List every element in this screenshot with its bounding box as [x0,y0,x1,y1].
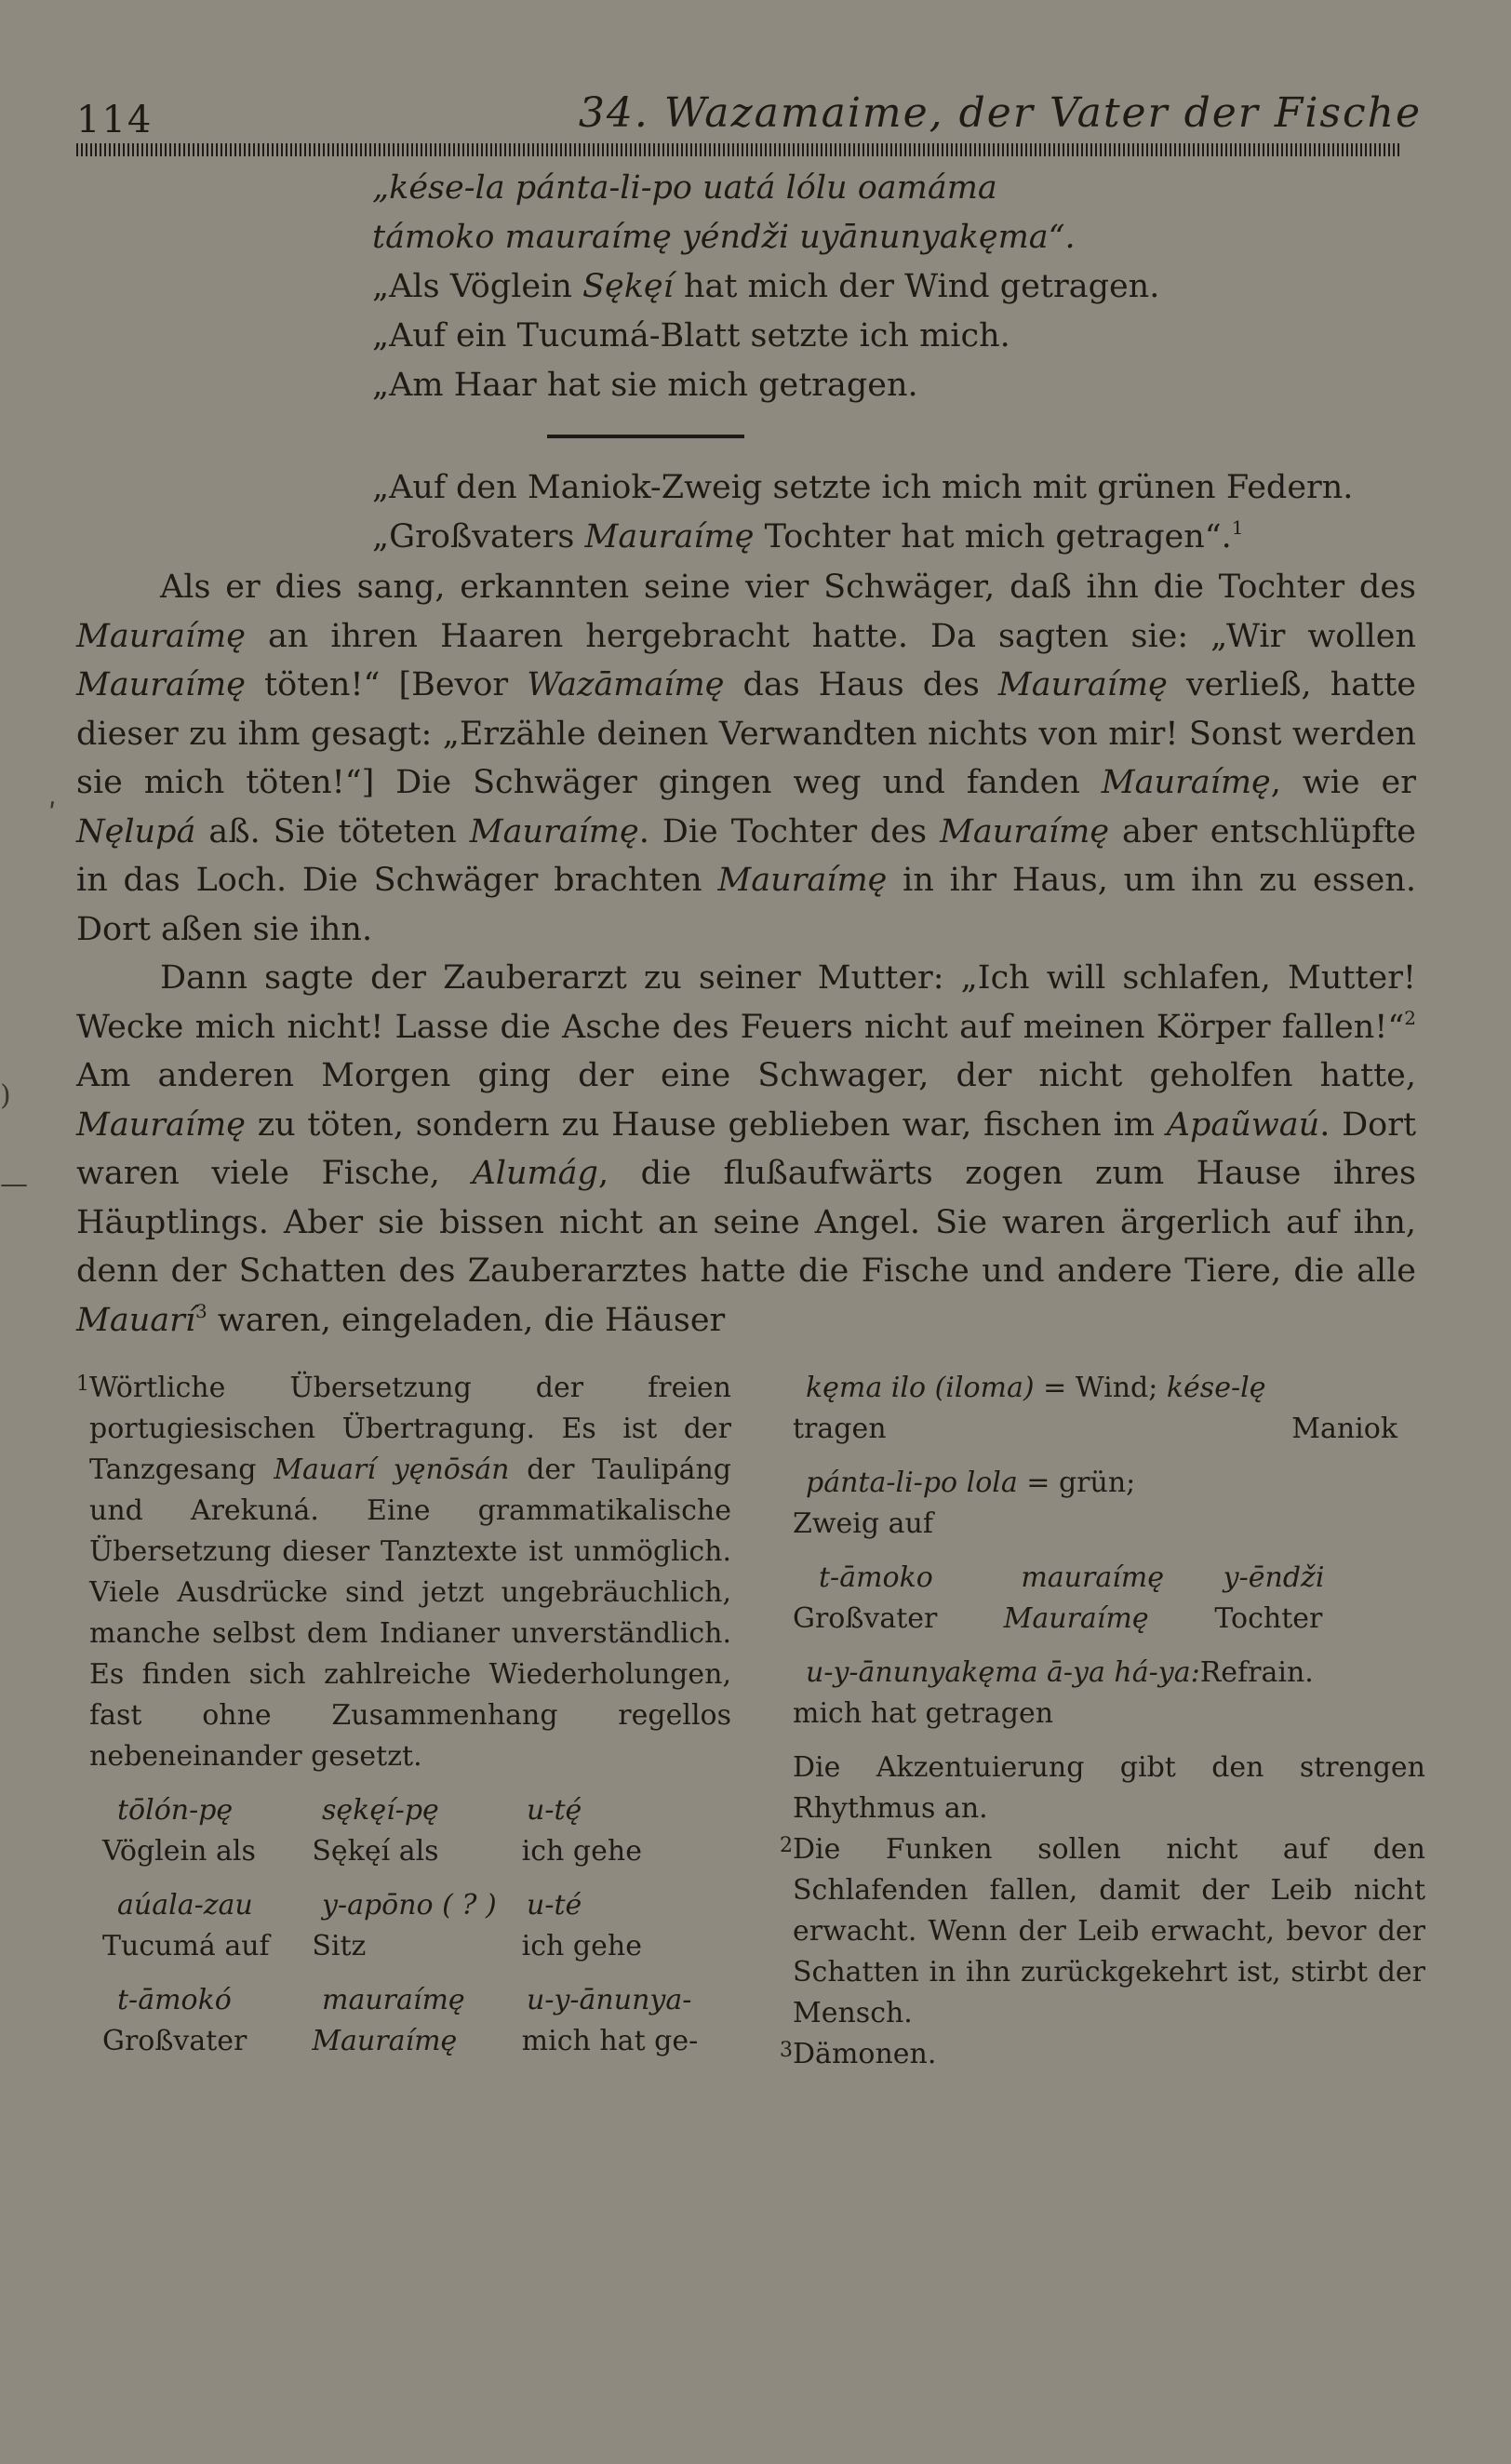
footnote-3 [780,2034,1425,2075]
song-name: Sękęí [582,268,674,305]
footnote-ref: 1 [1231,516,1244,539]
song-line: „kése-la pánta-li-po uatá lólu oamáma [372,169,997,207]
footnote-2 [780,1829,1425,2034]
footnote-number: 3 [780,2039,793,2062]
running-title: 34. Wazamaime, der Vater der Fische [578,89,1422,137]
paragraph: Dann sagte der Zauberarzt zu seiner Mutter: „Ich will schlafen, Mutter! Wecke mich nicht! Lasse die Asche des Feuers nicht auf meinen Körper fallen!“$^2$ Am anderen Morgen ging der eine Schwager, der nicht geholfen hatte, Mauraímę zu töten, sondern zu Hause geblieben war, fischen im Apaũwaú. Dort waren viele Fische, Alumág, die flußaufwärts zogen zum Hause ihres Häuptlings. Aber sie bissen nicht an seine Angel. Sie waren ärgerlich auf ihn, denn der Schatten des Zauberarztes hatte die Fische und andere Tiere, die alle Mauarí$^3$ waren, eingeladen, die Häuser [76,959,1417,1339]
footnotes-left-column [76,1368,731,2062]
footnote-1 [76,1368,731,1777]
footnote-text: Wörtliche Übersetzung der freien portugiesischen Übertragung. Es ist der Tanzgesang Mauarí yęnōsán der Taulipáng und Arekuná. Eine grammatikalische Übersetzung dieser Tanztexte ist unmöglich. Viele Ausdrücke sind jetzt ungebräuchlich, manche selbst dem Indianer unverständlich. Es finden sich zahlreiche Wiederholungen, fast ohne Zusammenhang regellos nebeneinander gesetzt. [89,1372,731,1773]
song-line [372,262,1424,312]
margin-mark: — [0,1168,28,1200]
gloss-original: t-āmoko mauraímę y-ēndži [819,1561,1325,1594]
paragraph: Als er dies sang, erkannten seine vier Schwäger, daß ihn die Tochter des Mauraímę an ihren Haaren hergebracht hatte. Da sagten sie: „Wir wollen Mauraímę töten!“ [Bevor Wazāmaímę das Haus des Mauraímę verließ, hatte dieser zu ihm gesagt: „Erzähle deinen Verwandten nichts von mir! Sonst werden sie mich töten!“] Die Schwäger gingen weg und fanden Mauraímę, wie er Nęlupá aß. Sie töteten Mauraímę. Die Tochter des Mauraímę aber entschlüpfte in das Loch. Die Schwäger brachten Mauraímę in ihr Haus, um ihn zu essen. Dort aßen sie ihn. [76,569,1417,948]
page-number: 114 [76,99,154,141]
section-divider [547,435,744,438]
gloss-translation: Großvater Mauraímę Tochter [793,1602,1323,1635]
song-line: „Am Haar hat sie mich getragen. [372,367,918,404]
footnote-ref: 2 [1404,1006,1416,1029]
song-line: „Auf ein Tucumá-Blatt setzte ich mich. [372,317,1010,355]
footnote-text: Dämonen. [793,2038,937,2070]
song-name: Mauraímę [584,518,755,556]
gloss-original: pánta-li-po lola = grün; [806,1466,1136,1499]
gloss-original: t-āmokó mauraímę u-y-ānunya- [117,1984,692,2016]
song-text-part: hat mich der Wind getragen. [673,268,1160,305]
footnote-text: Die Funken sollen nicht auf den Schlafenden fallen, damit der Leib nicht erwacht. Wenn der Leib erwacht, bevor der Schatten in ihn zurückgekehrt ist, stirbt der Mensch. [793,1833,1425,2029]
song-line [372,513,1424,562]
song-line: támoko mauraímę yéndži uyānunyakęma“. [372,219,1076,256]
margin-mark: ) [0,1079,11,1112]
gloss-original: aúala-zau y-apōno ( ? ) u-té [117,1889,582,1922]
footnote-text: Die Akzentuierung gibt den strengen Rhythmus an. [793,1751,1425,1825]
gloss-translation: Tucumá auf Sitz ich gehe [102,1930,642,1962]
gloss-translation: tragen Maniok [793,1413,1397,1445]
footnote-ref: 3 [195,1299,207,1322]
gloss-translation: Vöglein als Sękęí als ich gehe [102,1835,642,1868]
main-text [76,563,1416,1345]
gloss-translation: Zweig auf [793,1507,933,1540]
gloss-original: kęma ilo (iloma) = Wind; kése-lę [806,1372,1266,1404]
footnote-number: 2 [780,1834,793,1857]
song-text [372,164,1424,410]
margin-mark: ʹ [48,798,57,831]
gloss-original: u-y-ānunyakęma ā-ya há-ya:Refrain. [806,1656,1314,1689]
footnotes-right-column [780,1368,1425,2075]
song-text-part: „Großvaters [372,518,585,556]
gloss-translation: mich hat getragen [793,1697,1054,1730]
song-text-part: Tochter hat mich getragen“. [754,518,1232,556]
song-line: „Auf den Maniok-Zweig setzte ich mich mit grünen Federn. [372,469,1354,506]
song-text-part: „Als Vöglein [372,268,582,305]
header-rule [76,143,1401,156]
page-header [76,89,1422,145]
footnote-number: 1 [76,1373,89,1396]
gloss-translation: Großvater Mauraímę mich hat ge- [102,2025,699,2057]
song-text-continued [372,463,1424,562]
gloss-original: tōlón-pę sękęí-pę u-tę́ [117,1794,582,1827]
